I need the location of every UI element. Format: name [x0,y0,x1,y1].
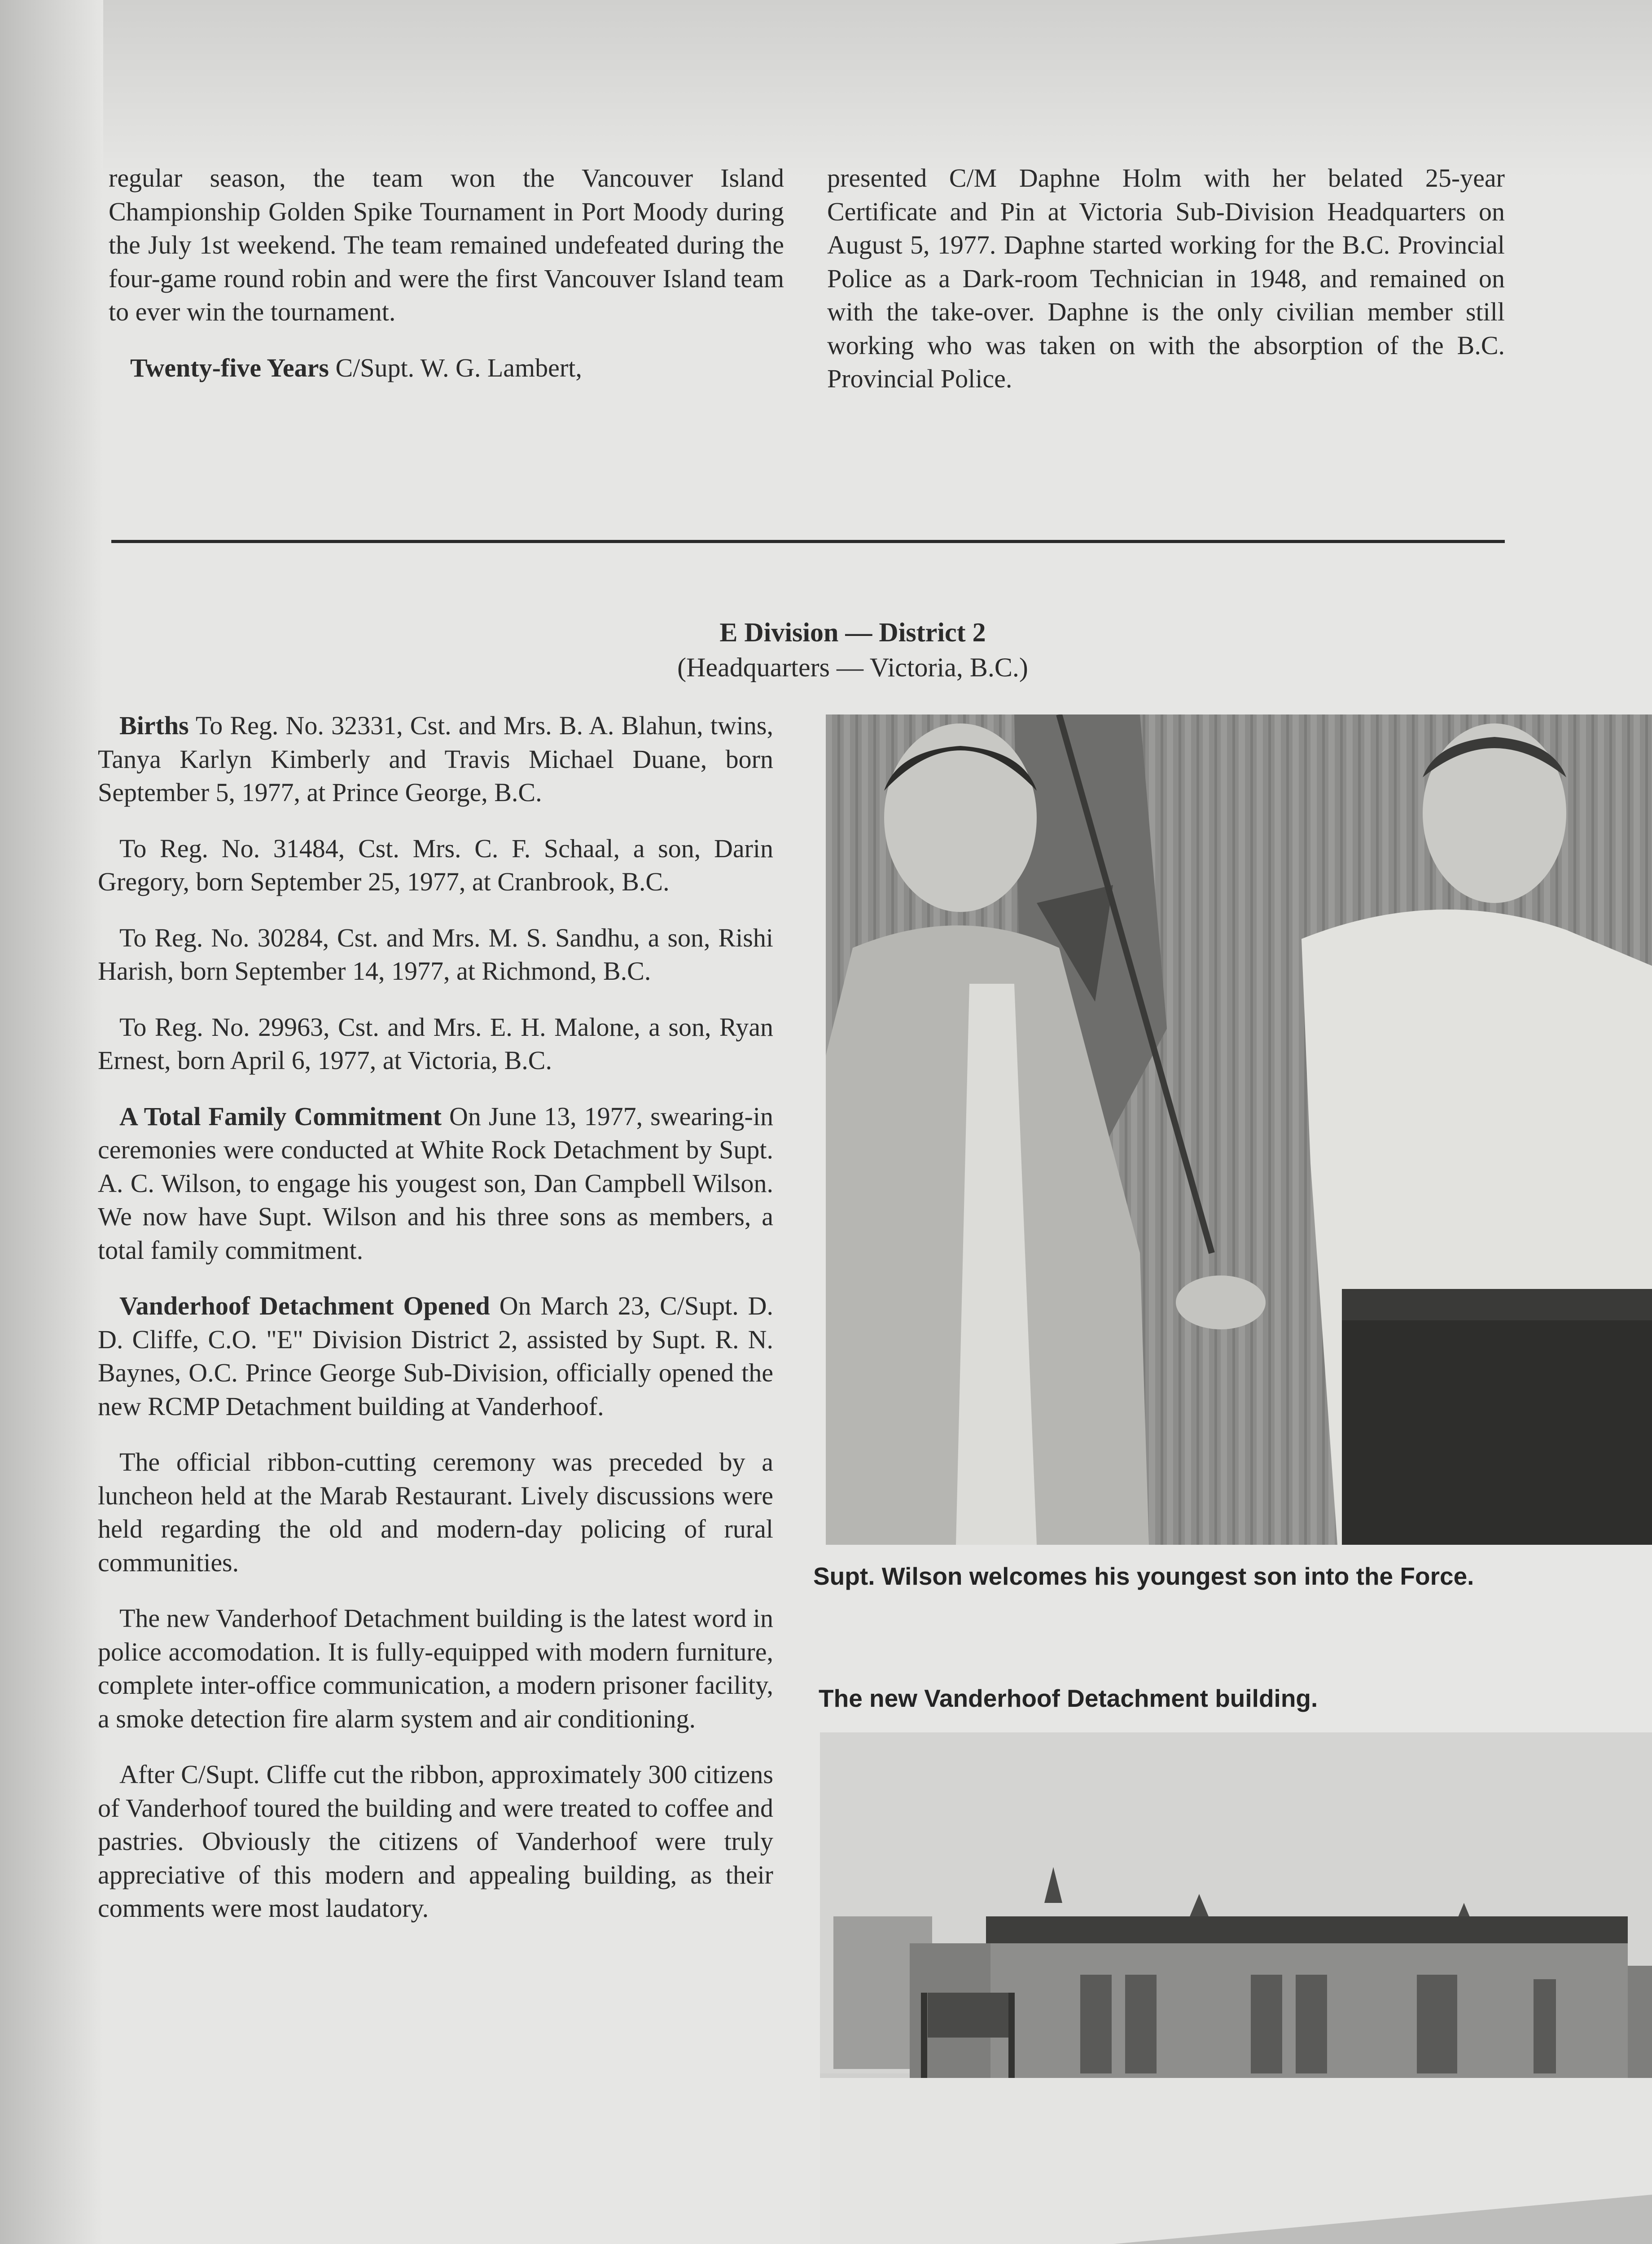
continuation-paragraph: regular season, the team won the Vancouver Island Championship Golden Spike Tournament in Port Moody during the July 1st weekend. The team remained undefeated during the four-game round robin and were the first Vancouver Island team to ever win the tournament. [109,163,784,326]
births-entry [98,709,773,810]
twentyfive-years-paragraph [109,351,784,385]
twentyfive-years-label: Twenty-five Years [130,353,329,382]
handshake-photo [826,714,1652,1545]
vanderhoof-text: On March 23, C/Supt. D. D. Cliffe, C.O. "E" Division District 2, assisted by Supt. R. N. Baynes, O.C. Prince George Sub-Division, officially opened the new RCMP Detachment building at Vanderhoof. [98,1291,773,1421]
section-subtitle: (Headquarters — Victoria, B.C.) [677,653,1028,682]
photo1-caption: Supt. Wilson welcomes his youngest son into the Force. [813,1562,1474,1590]
family-commitment-label: A Total Family Commitment [119,1101,442,1131]
vanderhoof-paragraph: The new Vanderhoof Detachment building is the latest word in police accomodation. It is fully-equipped with modern furniture, complete inter-office communication, a modern prisoner facility, a smoke detection fire alarm system and air conditioning. [98,1604,773,1733]
vanderhoof-paragraph [98,1289,773,1423]
handshake-photo-illustration [826,714,1652,1545]
section-divider-rule [111,540,1505,543]
births-entry: To Reg. No. 29963, Cst. and Mrs. E. H. Malone, a son, Ryan Ernest, born April 6, 1977, at Victoria, B.C. [98,1012,773,1075]
vanderhoof-paragraph: After C/Supt. Cliffe cut the ribbon, approximately 300 citizens of Vanderhoof toured the building and were treated to coffee and pastries. Obviously the citizens of Vanderhoof were truly appreciative of this modern and appealing building, as their comments were most laudatory. [98,1760,773,1923]
births-entry-text: To Reg. No. 32331, Cst. and Mrs. B. A. Blahun, twins, Tanya Karlyn Kimberly and Travis Michael Duane, born September 5, 1977, at Prince George, B.C. [98,711,773,807]
top-right-column [827,162,1505,396]
vanderhoof-paragraph: The official ribbon-cutting ceremony was preceded by a luncheon held at the Marab Restaurant. Lively discussions were held regarding the old and modern-day policing of rural communities. [98,1447,773,1577]
family-commitment-paragraph [98,1100,773,1267]
births-label: Births [119,711,189,740]
page-top-shadow [103,0,1652,180]
births-entry: To Reg. No. 30284, Cst. and Mrs. M. S. Sandhu, a son, Rishi Harish, born September 14, 1977, at Richmond, B.C. [98,923,773,986]
vanderhoof-building-photo [820,1732,1652,2244]
family-commitment-text: On June 13, 1977, swearing-in ceremonies were conducted at White Rock Detachment by Supt. A. C. Wilson, to engage his yougest son, Dan Campbell Wilson. We now have Supt. Wilson and his three sons as members, a total family commitment. [98,1101,773,1265]
building-photo-illustration [820,1732,1652,2244]
section-title: E Division — District 2 [719,618,986,647]
main-left-column [98,709,773,1925]
page-gutter-shadow [0,0,103,2244]
daphne-holm-paragraph: presented C/M Daphne Holm with her belated 25-year Certificate and Pin at Victoria Sub-Division Headquarters on August 5, 1977. Daphne started working for the B.C. Provincial Police as a Dark-room Technician in 1948, and remained on with the take-over. Daphne is the only civilian member still working who was taken on with the absorption of the B.C. Provincial Police. [827,163,1505,393]
twentyfive-years-text: C/Supt. W. G. Lambert, [335,353,582,382]
photo2-caption: The new Vanderhoof Detachment building. [819,1684,1318,1712]
vanderhoof-label: Vanderhoof Detachment Opened [119,1291,490,1320]
section-heading [449,615,1257,685]
births-entry: To Reg. No. 31484, Cst. Mrs. C. F. Schaal, a son, Darin Gregory, born September 25, 1977, at Cranbrook, B.C. [98,833,773,896]
top-left-column [109,162,784,385]
